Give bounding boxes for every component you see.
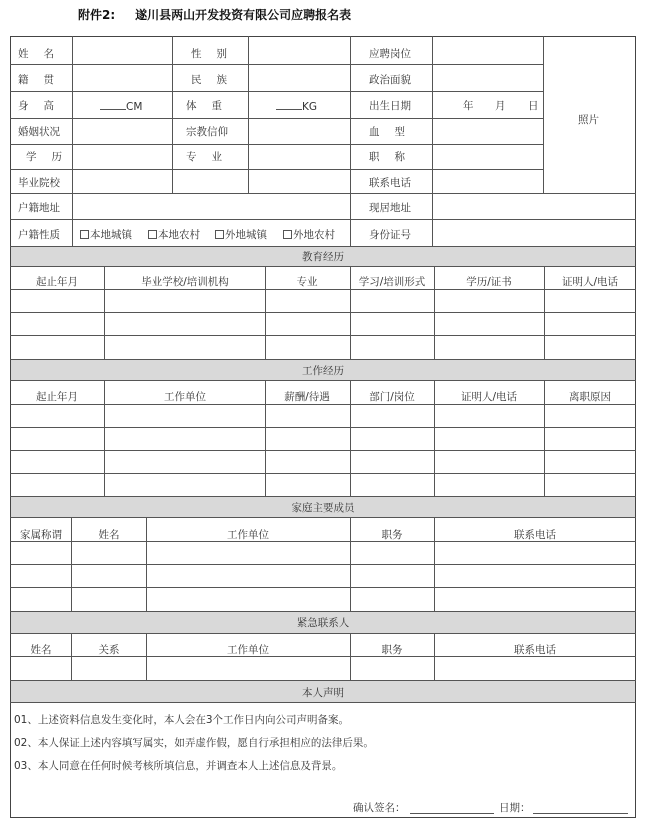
work-header-period: 起止年月 bbox=[36, 391, 78, 403]
family-header-relation: 家属称谓 bbox=[20, 529, 62, 541]
checkbox-icon bbox=[283, 230, 292, 239]
checkbox-icon bbox=[215, 230, 224, 239]
edu-header-period: 起止年月 bbox=[36, 276, 78, 288]
family-header-job: 职务 bbox=[381, 529, 403, 541]
height-field bbox=[100, 99, 142, 114]
professional-title-label: 职称 bbox=[369, 151, 420, 163]
form-title: 遂川县两山开发投资有限公司应聘报名表 bbox=[135, 8, 352, 22]
family-section-title: 家庭主要成员 bbox=[291, 502, 355, 514]
id-number-label: 身份证号 bbox=[369, 229, 411, 241]
work-header-department: 部门/岗位 bbox=[369, 391, 415, 403]
household-address-label: 户籍地址 bbox=[18, 202, 60, 214]
checkbox-icon bbox=[148, 230, 157, 239]
attachment-label: 附件2: bbox=[78, 8, 116, 22]
marital-label: 婚姻状况 bbox=[18, 126, 60, 138]
date-label: 日期： bbox=[499, 802, 531, 814]
position-label: 应聘岗位 bbox=[369, 48, 411, 60]
gender-label: 性别 bbox=[191, 48, 242, 60]
household-option-local-urban[interactable]: 本地城镇 bbox=[80, 228, 132, 242]
household-option-local-rural[interactable]: 本地农村 bbox=[148, 228, 200, 242]
declaration-item-3: 03、本人同意在任何时候考核所填信息，并调查本人上述信息及背景。 bbox=[14, 760, 343, 772]
work-header-reference: 证明人/电话 bbox=[460, 391, 518, 403]
native-place-label: 籍贯 bbox=[18, 74, 69, 86]
height-unit: CM bbox=[126, 101, 143, 113]
major-label: 专业 bbox=[186, 151, 237, 163]
emergency-header-company: 工作单位 bbox=[227, 644, 269, 656]
signature-line[interactable] bbox=[410, 803, 494, 814]
edu-header-reference: 证明人/电话 bbox=[561, 276, 619, 288]
family-header-phone: 联系电话 bbox=[514, 529, 556, 541]
birth-date-label: 出生日期 bbox=[369, 100, 411, 112]
weight-label: 体重 bbox=[186, 100, 237, 112]
signature-label: 确认签名： bbox=[353, 802, 406, 814]
emergency-header-relation: 关系 bbox=[98, 644, 120, 656]
emergency-section-title: 紧急联系人 bbox=[296, 617, 350, 629]
name-label: 姓名 bbox=[18, 48, 69, 60]
emergency-header-job: 职务 bbox=[381, 644, 403, 656]
phone-label: 联系电话 bbox=[369, 177, 411, 189]
work-header-leave-reason: 离职原因 bbox=[569, 391, 611, 403]
family-header-name: 姓名 bbox=[98, 529, 120, 541]
emergency-header-phone: 联系电话 bbox=[514, 644, 556, 656]
current-address-label: 现居地址 bbox=[369, 202, 411, 214]
edu-header-degree: 学历/证书 bbox=[466, 276, 512, 288]
household-option-outside-urban[interactable]: 外地城镇 bbox=[215, 228, 267, 242]
emergency-header-name: 姓名 bbox=[30, 644, 52, 656]
household-type-label: 户籍性质 bbox=[18, 229, 60, 241]
declaration-item-1: 01、上述资料信息发生变化时，本人会在3个工作日内向公司声明备案。 bbox=[14, 714, 350, 726]
birth-year-label: 年 bbox=[463, 100, 474, 112]
blood-type-label: 血型 bbox=[369, 126, 420, 138]
family-header-company: 工作单位 bbox=[227, 529, 269, 541]
religion-label: 宗教信仰 bbox=[186, 126, 228, 138]
declaration-item-2: 02、本人保证上述内容填写属实，如弄虚作假，愿自行承担相应的法律后果。 bbox=[14, 737, 374, 749]
political-status-label: 政治面貌 bbox=[369, 74, 411, 86]
height-label: 身高 bbox=[18, 100, 69, 112]
date-line[interactable] bbox=[533, 803, 628, 814]
checkbox-icon bbox=[80, 230, 89, 239]
edu-header-major: 专业 bbox=[296, 276, 318, 288]
work-header-company: 工作单位 bbox=[164, 391, 206, 403]
birth-day-label: 日 bbox=[528, 100, 539, 112]
photo-label: 照片 bbox=[578, 114, 599, 126]
household-option-outside-rural[interactable]: 外地农村 bbox=[283, 228, 335, 242]
education-section-title: 教育经历 bbox=[302, 251, 344, 263]
birth-month-label: 月 bbox=[495, 100, 506, 112]
edu-header-mode: 学习/培训形式 bbox=[358, 276, 426, 288]
work-header-salary: 薪酬/待遇 bbox=[284, 391, 330, 403]
weight-unit: KG bbox=[302, 101, 318, 113]
work-section-title: 工作经历 bbox=[302, 365, 344, 377]
document-title bbox=[78, 6, 351, 23]
school-label: 毕业院校 bbox=[18, 177, 60, 189]
declaration-title: 本人声明 bbox=[302, 687, 344, 699]
education-label: 学历 bbox=[26, 151, 77, 163]
edu-header-school: 毕业学校/培训机构 bbox=[141, 276, 229, 288]
ethnicity-label: 民族 bbox=[191, 74, 242, 86]
weight-field bbox=[276, 99, 317, 114]
